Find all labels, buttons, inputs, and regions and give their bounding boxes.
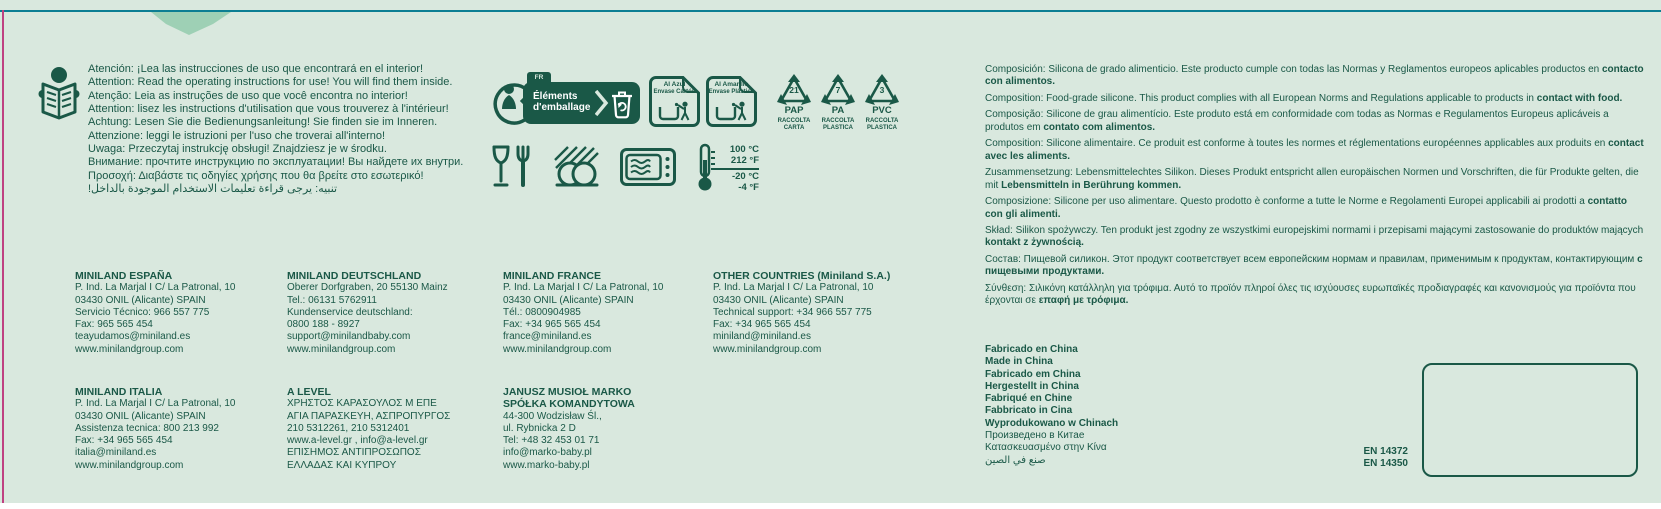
- paragraph-bold: contacto con alimentos.: [985, 64, 1644, 88]
- badge-label-line2: d'emballage: [533, 102, 591, 113]
- address-title-line2: SPÓŁKA KOMANDYTOWA: [503, 398, 635, 411]
- sorting-line2: Envase Plástico: [708, 89, 755, 95]
- address-line: 0800 188 - 8927: [287, 319, 360, 331]
- made-in-line-ar: صنع في الصين: [985, 454, 1046, 466]
- attention-line-de: Achtung: Lesen Sie die Bedienungsanleitung! Sie finden sie im Inneren.: [88, 116, 438, 129]
- sorting-line1: Al Azul: [663, 81, 686, 88]
- resin-sublabel: [771, 118, 817, 132]
- address-janusz-musiol-marko: [503, 386, 713, 472]
- badge-label-line1: Éléments: [533, 91, 578, 102]
- address-line: ΕΠΙΣΗΜΟΣ ΑΝΤΙΠΡΟΣΩΠΟΣ: [287, 447, 421, 459]
- attention-line-el: Προσοχή: Διαβάστε τις οδηγίες χρήσης που θα βρείτε στο εσωτερικό!: [88, 169, 424, 182]
- address-line: 03430 ONIL (Alicante) SPAIN: [503, 294, 634, 306]
- made-in-line-it: Fabbricato in Cina: [985, 405, 1073, 417]
- resin-sublabel-line1: RACCOLTA: [821, 118, 855, 124]
- person-recycling-container-icon: [715, 101, 748, 122]
- address-miniland-italia: [75, 386, 285, 472]
- address-line: ΑΓΙΑ ΠΑΡΑΣΚΕΥΗ, ΑΣΠΡΟΠΥΡΓΟΣ: [287, 410, 451, 422]
- crop-mark-vertical: [2, 10, 4, 503]
- address-line: Tel: +48 32 453 01 71: [503, 435, 600, 447]
- address-line: Tél.: 0800904985: [503, 306, 581, 318]
- address-line: Fax: 965 565 454: [75, 319, 153, 331]
- attention-line-en: Attention: Read the operating instructions for use! You will find them inside.: [88, 76, 453, 89]
- address-line: italia@miniland.es: [75, 447, 157, 459]
- resin-sublabel-line2: PLASTICA: [867, 124, 897, 131]
- paragraph-bold: kontakt z żywnością.: [985, 237, 1084, 249]
- paragraph-bold: Lebensmitteln in Berührung kommen.: [1001, 179, 1182, 191]
- elements-demballage-badge: [523, 72, 640, 124]
- paragraph-text: Composition: Food-grade silicone. This product complies with all European Norms and Regulations applicable to products in: [985, 92, 1537, 104]
- address-line: Oberer Dorfgraben, 20 55130 Mainz: [287, 282, 448, 294]
- address-title: OTHER COUNTRIES (Miniland S.A.): [713, 270, 891, 282]
- resin-code-pap: [771, 74, 817, 136]
- attention-line-fr: Attention: lisez les instructions d'utilisation que vous trouverez à l'intérieur!: [88, 103, 449, 116]
- resin-sublabel: [815, 118, 861, 132]
- composition-paragraph-fr: [985, 138, 1645, 163]
- address-a-level: [287, 386, 497, 472]
- reading-book-icon: [38, 64, 80, 122]
- paragraph-text: Zusammensetzung: Lebensmittelechtes Silikon. Dieses Produkt entspricht allen europäischen Normen und Vorschriften, die für Produkte gelten, die mit: [985, 167, 1639, 191]
- composition-paragraph-es: [985, 64, 1645, 89]
- paragraph-bold: επαφή με τρόφιμα.: [1038, 295, 1129, 307]
- made-in-line-pl: Wyprodukowano w Chinach: [985, 417, 1119, 429]
- made-in-line-es: Fabricado en China: [985, 344, 1078, 355]
- address-line: teayudamos@miniland.es: [75, 331, 191, 343]
- address-title: MINILAND ITALIA: [75, 386, 163, 398]
- address-line: www.minilandgroup.com: [75, 459, 184, 471]
- address-line: www.minilandgroup.com: [75, 343, 184, 355]
- resin-code-label: PAP: [784, 105, 804, 116]
- sorting-badge-yellow-plastic: [705, 75, 758, 128]
- standards-codes: [1300, 446, 1408, 471]
- address-line: info@marko-baby.pl: [503, 447, 592, 459]
- address-line: Tel.: 06131 5762911: [287, 294, 377, 306]
- resin-code-label: PA: [831, 105, 845, 116]
- sorting-line1: Al Amarillo: [714, 81, 749, 88]
- temperature-values: [717, 145, 759, 193]
- address-line: Fax: +34 965 565 454: [713, 319, 811, 331]
- resin-number: 7: [835, 85, 841, 95]
- address-line: Servicio Técnico: 966 557 775: [75, 306, 210, 318]
- address-title: JANUSZ MUSIOŁ MARKO: [503, 386, 632, 398]
- address-miniland-france: [503, 270, 713, 356]
- address-line: Fax: +34 965 565 454: [75, 435, 173, 447]
- address-line: www.minilandgroup.com: [713, 343, 822, 355]
- resin-sublabel-line2: CARTA: [783, 124, 805, 131]
- fr-tag: FR: [527, 72, 551, 85]
- address-miniland-deutschland: [287, 270, 497, 356]
- address-miniland-espana: [75, 270, 285, 356]
- temperature-divider: [711, 168, 759, 170]
- attention-line-ar: تنبيه: يرجى قراءة تعليمات الاستخدام الموجودة بالداخل!: [88, 183, 338, 196]
- dishwasher-safe-icon: [553, 145, 601, 189]
- address-title: A LEVEL: [287, 386, 331, 398]
- address-line: 03430 ONIL (Alicante) SPAIN: [75, 294, 206, 306]
- elements-demballage-label: [533, 91, 590, 113]
- paragraph-text: Skład: Silikon spożywczy. Ten produkt jest zgodny ze wszystkimi europejskimi normami i przepisami mającymi zastosowanie do produktów mających: [985, 224, 1644, 236]
- address-line: ΕΛΛΑΔΑΣ ΚΑΙ ΚΥΠΡΟΥ: [287, 459, 397, 471]
- paragraph-bold: contact avec les aliments.: [985, 138, 1644, 162]
- address-line: 03430 ONIL (Alicante) SPAIN: [713, 294, 844, 306]
- composition-column: [985, 64, 1645, 312]
- address-line: www.minilandgroup.com: [503, 343, 612, 355]
- composition-paragraph-en: [985, 93, 1645, 105]
- temp-high-f: 212 °F: [730, 154, 759, 166]
- made-in-line-el: Κατασκευασμένο στην Κίνα: [985, 442, 1107, 454]
- composition-paragraph-de: [985, 167, 1645, 192]
- attention-line-pt: Atenção: Leia as instruções de uso que você encontra no interior!: [88, 89, 408, 102]
- composition-paragraph-el: [985, 283, 1645, 308]
- made-in-line-fr: Fabriqué en Chine: [985, 393, 1073, 405]
- address-title: MINILAND FRANCE: [503, 270, 601, 282]
- address-line: P. Ind. La Marjal I C/ La Patronal, 10: [75, 398, 236, 410]
- paragraph-bold: contato com alimentos.: [1043, 121, 1156, 133]
- sorting-badge-blue-carton: [648, 75, 701, 128]
- attention-line-es: Atención: ¡Lea las instrucciones de uso que encontrará en el interior!: [88, 63, 424, 75]
- attention-line-pl: Uwaga: Przeczytaj instrukcję obsługi! Znajdziesz je w środku.: [88, 143, 387, 156]
- address-line: Assistenza tecnica: 800 213 992: [75, 422, 219, 434]
- attention-line-it: Attenzione: leggi le istruzioni per l'uso che troverai all'interno!: [88, 129, 386, 142]
- temp-low-c: -20 °C: [731, 171, 759, 182]
- address-line: ul. Rybnicka 2 D: [503, 422, 576, 434]
- food-contact-safe-icon: [487, 144, 535, 190]
- address-line: www.a-level.gr , info@a-level.gr: [287, 435, 428, 447]
- composition-paragraph-ru: [985, 254, 1645, 279]
- address-line: 210 5312261, 210 5312401: [287, 422, 410, 434]
- temp-low-f: -4 °F: [738, 181, 759, 193]
- address-line: france@miniland.es: [503, 331, 592, 343]
- paragraph-bold: с пищевыми продуктами.: [985, 253, 1643, 278]
- address-line: P. Ind. La Marjal I C/ La Patronal, 10: [75, 282, 236, 294]
- paragraph-text: Composición: Silicona de grado alimenticio. Este producto cumple con todas las Normas y Reglamentos europeos aplicables productos en: [985, 64, 1602, 75]
- address-line: Fax: +34 965 565 454: [503, 319, 601, 331]
- address-line: support@minilandbaby.com: [287, 331, 411, 343]
- made-in-line-ru: Произведено в Китае: [985, 430, 1085, 442]
- composition-paragraph-pl: [985, 225, 1645, 250]
- resin-sublabel: [859, 118, 905, 132]
- paragraph-text: Состав: Пищевой силикон. Этот продукт соответствует всем европейским нормам и правилам, применимым к продуктам, контактирующим: [985, 253, 1638, 265]
- resin-sublabel-line2: PLASTICA: [823, 124, 853, 131]
- resin-code-pvc: [859, 74, 905, 136]
- sorting-line2: Envase Cartón: [653, 89, 696, 95]
- standard-en-14372: EN 14372: [1363, 446, 1408, 457]
- paragraph-bold: contatto con gli alimenti.: [985, 196, 1628, 220]
- paragraph-text: Σύνθεση: Σιλικόνη κατάλληλη για τρόφιμα. Αυτό το προϊόν πληροί όλες τις ισχύουσες ευρωπαϊκές προδιαγραφές και κανονισμούς για προϊόντα που έρχονται σε: [985, 282, 1636, 307]
- temperature-range-block: [695, 143, 761, 193]
- blank-lot-box: [1422, 363, 1638, 477]
- made-in-china-block: [985, 344, 1285, 467]
- made-in-line-de: Hergestellt in China: [985, 380, 1079, 392]
- attention-multilanguage-block: [88, 63, 528, 196]
- address-line: www.marko-baby.pl: [503, 459, 590, 471]
- paragraph-text: Composição: Silicone de grau alimentício. Este produto está em conformidade com todas as Normas e Regulamentos Europeus aplicáveis a produtos em: [985, 109, 1609, 133]
- standard-en-14350: EN 14350: [1363, 458, 1408, 470]
- composition-paragraph-it: [985, 196, 1645, 221]
- address-other-countries: [713, 270, 923, 356]
- address-title: MINILAND ESPAÑA: [75, 270, 173, 282]
- resin-code-label: PVC: [872, 105, 892, 116]
- crop-mark-horizontal: [0, 10, 1661, 12]
- address-line: P. Ind. La Marjal I C/ La Patronal, 10: [503, 282, 664, 294]
- temp-high-c: 100 °C: [729, 144, 759, 155]
- microwave-safe-icon: [620, 148, 676, 186]
- fold-chevron-shape: [151, 12, 231, 36]
- address-line: ΧΡΗΣΤΟΣ ΚΑΡΑΣΟΥΛΟΣ Μ ΕΠΕ: [287, 398, 437, 410]
- paragraph-text: Composizione: Silicone per uso alimentare. Questo prodotto è conforme a tutte le Norme e Regolamenti Europei applicabili ai prodotti a: [985, 196, 1588, 208]
- attention-line-ru: Внимание: прочтите инструкцию по эксплуатации! Вы найдете их внутри.: [88, 156, 464, 169]
- address-line: 44-300 Wodzisław Śl.,: [503, 410, 602, 422]
- paragraph-bold: contact with food.: [1536, 92, 1623, 104]
- resin-sublabel-line1: RACCOLTA: [865, 118, 899, 124]
- chevron-separator-icon: [595, 90, 609, 118]
- person-recycling-container-icon: [658, 101, 691, 122]
- made-in-line-pt: Fabricado em China: [985, 368, 1081, 380]
- composition-paragraph-pt: [985, 109, 1645, 134]
- address-line: P. Ind. La Marjal I C/ La Patronal, 10: [713, 282, 874, 294]
- address-title: MINILAND DEUTSCHLAND: [287, 270, 422, 282]
- made-in-line-en: Made in China: [985, 356, 1053, 368]
- address-line: Kundenservice deutschland:: [287, 306, 413, 318]
- address-line: www.minilandgroup.com: [287, 343, 396, 355]
- resin-number: 21: [789, 85, 799, 95]
- waste-bin-icon: [610, 90, 634, 120]
- address-line: 03430 ONIL (Alicante) SPAIN: [75, 410, 206, 422]
- paragraph-text: Composition: Silicone alimentaire. Ce produit est conforme à toutes les normes et réglementations européennes applicables aux produits en: [985, 138, 1609, 150]
- address-line: miniland@miniland.es: [713, 331, 811, 343]
- resin-number: 3: [879, 85, 885, 95]
- resin-sublabel-line1: RACCOLTA: [777, 118, 811, 124]
- resin-code-pa: [815, 74, 861, 136]
- address-line: Technical support: +34 966 557 775: [713, 306, 872, 318]
